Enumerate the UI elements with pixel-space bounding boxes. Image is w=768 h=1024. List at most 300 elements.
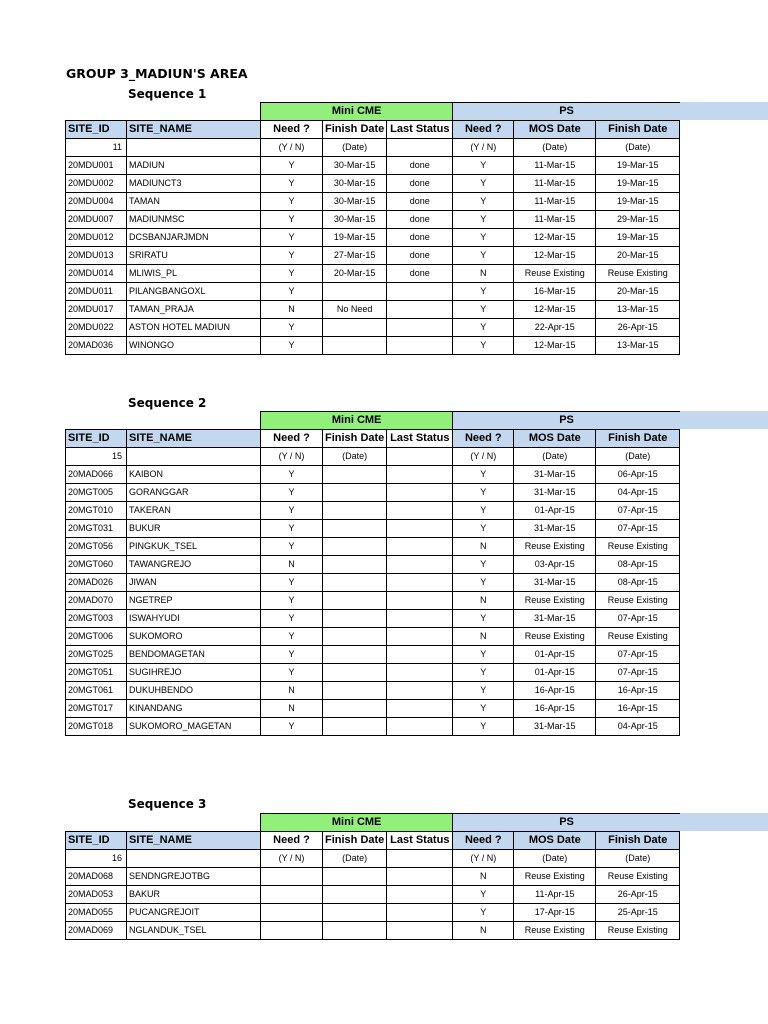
ps-need-cell[interactable]: N [453, 592, 514, 610]
site-name-cell[interactable]: MADIUNMSC [127, 211, 261, 229]
cme-need-cell[interactable] [261, 886, 323, 904]
ps-need-cell[interactable]: Y [453, 283, 514, 301]
ps-need-cell[interactable]: Y [453, 646, 514, 664]
cme-need-cell[interactable]: Y [261, 265, 323, 283]
document-title: GROUP 3_MADIUN'S AREA [66, 66, 248, 81]
ps-finish-date-cell[interactable]: Reuse Existing [596, 922, 680, 940]
last-status-cell[interactable] [387, 700, 453, 718]
site-name-cell[interactable]: TAWANGREJO [127, 556, 261, 574]
last-status-cell[interactable] [387, 664, 453, 682]
mos-date-cell[interactable]: 16-Apr-15 [514, 682, 596, 700]
ps-need-cell[interactable]: N [453, 628, 514, 646]
mos-date-cell[interactable]: 17-Apr-15 [514, 904, 596, 922]
mos-date-cell[interactable]: Reuse Existing [514, 922, 596, 940]
site-id-cell[interactable]: 20MGT061 [66, 682, 127, 700]
last-status-cell[interactable]: done [387, 193, 453, 211]
site-name-cell[interactable]: TAMAN_PRAJA [127, 301, 261, 319]
ps-need-cell[interactable]: Y [453, 556, 514, 574]
site-id-cell[interactable]: 20MGT005 [66, 484, 127, 502]
cme-finish-date-cell[interactable]: 19-Mar-15 [323, 229, 387, 247]
mos-date-cell[interactable]: 03-Apr-15 [514, 556, 596, 574]
site-name-cell[interactable]: PINGKUK_TSEL [127, 538, 261, 556]
site-id-cell[interactable]: 20MAD066 [66, 466, 127, 484]
ps-finish-date-cell[interactable]: 07-Apr-15 [596, 610, 680, 628]
site-id-cell[interactable]: 20MAD026 [66, 574, 127, 592]
last-status-cell[interactable] [387, 520, 453, 538]
mos-date-cell[interactable]: Reuse Existing [514, 538, 596, 556]
site-id-cell[interactable]: 20MDU013 [66, 247, 127, 265]
table-row [66, 466, 680, 484]
cme-finish-date-cell[interactable] [323, 520, 387, 538]
cme-need-cell[interactable]: Y [261, 646, 323, 664]
ps-need-cell[interactable]: Y [453, 664, 514, 682]
last-status-cell[interactable] [387, 319, 453, 337]
blank-cell [66, 103, 261, 121]
last-status-cell[interactable] [387, 592, 453, 610]
cme-finish-date-cell[interactable]: 30-Mar-15 [323, 175, 387, 193]
last-status-cell[interactable] [387, 484, 453, 502]
mos-date-cell[interactable]: 11-Mar-15 [514, 211, 596, 229]
sequence-2-table [65, 411, 680, 736]
ps-need-cell[interactable]: Y [453, 904, 514, 922]
last-status-cell[interactable]: done [387, 157, 453, 175]
ps-need-cell[interactable]: N [453, 922, 514, 940]
sequence-3-table [65, 813, 680, 940]
table-row [66, 301, 680, 319]
site-name-cell[interactable]: ISWAHYUDI [127, 610, 261, 628]
ps-need-cell[interactable]: Y [453, 484, 514, 502]
ps-need-cell[interactable]: Y [453, 466, 514, 484]
site-name-cell[interactable]: BENDOMAGETAN [127, 646, 261, 664]
mos-date-cell[interactable]: 31-Mar-15 [514, 574, 596, 592]
site-name-cell[interactable]: PILANGBANGOXL [127, 283, 261, 301]
site-id-cell[interactable]: 20MDU017 [66, 301, 127, 319]
cme-need-cell[interactable]: Y [261, 283, 323, 301]
cme-need-cell[interactable]: N [261, 556, 323, 574]
site-count: 11 [66, 139, 127, 157]
cme-finish-date-cell[interactable] [323, 319, 387, 337]
last-status-cell[interactable] [387, 283, 453, 301]
ps-finish-date-cell[interactable]: Reuse Existing [596, 628, 680, 646]
ps-need-cell[interactable]: Y [453, 193, 514, 211]
cme-finish-date-cell[interactable] [323, 922, 387, 940]
cme-need-cell[interactable]: Y [261, 319, 323, 337]
table-row [66, 211, 680, 229]
ps-finish-date-cell[interactable]: Reuse Existing [596, 592, 680, 610]
site-name-cell[interactable]: KINANDANG [127, 700, 261, 718]
site-name-cell[interactable]: BAKUR [127, 886, 261, 904]
site-id-cell[interactable]: 20MAD036 [66, 337, 127, 355]
site-name-cell[interactable]: WINONGO [127, 337, 261, 355]
table-row [66, 538, 680, 556]
unit-date: (Date) [323, 139, 387, 157]
last-status-cell[interactable] [387, 610, 453, 628]
ps-finish-date-cell[interactable]: 19-Mar-15 [596, 229, 680, 247]
cme-finish-date-cell[interactable] [323, 886, 387, 904]
ps-need-cell[interactable]: Y [453, 157, 514, 175]
cme-finish-date-cell[interactable]: 27-Mar-15 [323, 247, 387, 265]
site-name-cell[interactable]: SUKOMORO [127, 628, 261, 646]
table-row [66, 229, 680, 247]
cme-need-cell[interactable]: Y [261, 211, 323, 229]
table-row [66, 337, 680, 355]
site-id-cell[interactable]: 20MDU007 [66, 211, 127, 229]
ps-finish-date-cell[interactable]: 19-Mar-15 [596, 175, 680, 193]
last-status-cell[interactable] [387, 682, 453, 700]
unit-date: (Date) [514, 850, 596, 868]
site-name-cell[interactable]: MLIWIS_PL [127, 265, 261, 283]
site-name-cell[interactable]: PUCANGREJOIT [127, 904, 261, 922]
cme-finish-date-cell[interactable] [323, 682, 387, 700]
last-status-cell[interactable] [387, 502, 453, 520]
ps-finish-date-cell[interactable]: 16-Apr-15 [596, 700, 680, 718]
column-header-site-id: SITE_ID [66, 121, 127, 139]
site-id-cell[interactable]: 20MDU001 [66, 157, 127, 175]
site-id-cell[interactable]: 20MGT006 [66, 628, 127, 646]
site-name-cell[interactable]: SUGIHREJO [127, 664, 261, 682]
site-name-cell[interactable]: ASTON HOTEL MADIUN [127, 319, 261, 337]
ps-need-cell[interactable]: Y [453, 175, 514, 193]
cme-finish-date-cell[interactable] [323, 574, 387, 592]
cme-need-cell[interactable]: Y [261, 337, 323, 355]
column-header-cme-need: Need ? [261, 430, 323, 448]
table-row [66, 484, 680, 502]
last-status-cell[interactable]: done [387, 265, 453, 283]
ps-need-cell[interactable]: Y [453, 682, 514, 700]
ps-finish-date-cell[interactable]: 07-Apr-15 [596, 502, 680, 520]
last-status-cell[interactable]: done [387, 229, 453, 247]
column-header-ps-finish-date: Finish Date [596, 430, 680, 448]
mos-date-cell[interactable]: 12-Mar-15 [514, 229, 596, 247]
cme-finish-date-cell[interactable]: No Need [323, 301, 387, 319]
cme-need-cell[interactable] [261, 922, 323, 940]
mos-date-cell[interactable]: 31-Mar-15 [514, 466, 596, 484]
column-header-ps-need: Need ? [453, 121, 514, 139]
sequence-2-title: Sequence 2 [128, 396, 207, 410]
ps-finish-date-cell[interactable]: 26-Apr-15 [596, 886, 680, 904]
table-row [66, 247, 680, 265]
ps-need-cell[interactable]: N [453, 265, 514, 283]
ps-need-cell[interactable]: Y [453, 700, 514, 718]
table-row [66, 904, 680, 922]
ps-finish-date-cell[interactable]: 07-Apr-15 [596, 520, 680, 538]
column-header-cme-finish-date: Finish Date [323, 121, 387, 139]
ps-need-cell[interactable]: Y [453, 247, 514, 265]
site-id-cell[interactable]: 20MDU002 [66, 175, 127, 193]
last-status-cell[interactable] [387, 628, 453, 646]
table-row [66, 175, 680, 193]
cme-finish-date-cell[interactable] [323, 904, 387, 922]
ps-finish-date-cell[interactable]: 25-Apr-15 [596, 904, 680, 922]
ps-finish-date-cell[interactable]: 20-Mar-15 [596, 283, 680, 301]
mos-date-cell[interactable]: 11-Mar-15 [514, 193, 596, 211]
ps-need-cell[interactable]: N [453, 868, 514, 886]
column-header-cme-finish-date: Finish Date [323, 832, 387, 850]
site-name-cell[interactable]: SUKOMORO_MAGETAN [127, 718, 261, 736]
ps-finish-date-cell[interactable]: 08-Apr-15 [596, 574, 680, 592]
ps-need-cell[interactable]: N [453, 538, 514, 556]
cme-need-cell[interactable]: Y [261, 157, 323, 175]
unit-date: (Date) [596, 850, 680, 868]
mos-date-cell[interactable]: 31-Mar-15 [514, 484, 596, 502]
site-name-cell[interactable]: MADIUN [127, 157, 261, 175]
site-name-cell[interactable]: SRIRATU [127, 247, 261, 265]
site-id-cell[interactable]: 20MDU022 [66, 319, 127, 337]
site-id-cell[interactable]: 20MGT031 [66, 520, 127, 538]
ps-finish-date-cell[interactable]: 07-Apr-15 [596, 646, 680, 664]
cme-need-cell[interactable]: Y [261, 520, 323, 538]
cme-need-cell[interactable]: Y [261, 193, 323, 211]
cme-need-cell[interactable]: Y [261, 229, 323, 247]
site-id-cell[interactable]: 20MGT018 [66, 718, 127, 736]
cme-finish-date-cell[interactable] [323, 868, 387, 886]
ps-need-cell[interactable]: Y [453, 502, 514, 520]
cme-finish-date-cell[interactable] [323, 646, 387, 664]
last-status-cell[interactable] [387, 646, 453, 664]
cme-finish-date-cell[interactable] [323, 592, 387, 610]
table-row [66, 592, 680, 610]
cme-need-cell[interactable]: N [261, 301, 323, 319]
ps-finish-date-cell[interactable]: 07-Apr-15 [596, 664, 680, 682]
site-name-cell[interactable]: DUKUHBENDO [127, 682, 261, 700]
last-status-cell[interactable]: done [387, 211, 453, 229]
ps-header-extension [677, 102, 768, 120]
table-row [66, 886, 680, 904]
mos-date-cell[interactable]: 31-Mar-15 [514, 520, 596, 538]
sequence-3-title: Sequence 3 [128, 797, 207, 811]
unit-date: (Date) [596, 448, 680, 466]
site-name-cell[interactable]: GORANGGAR [127, 484, 261, 502]
ps-header-extension [677, 813, 768, 831]
last-status-cell[interactable] [387, 556, 453, 574]
cme-need-cell[interactable]: Y [261, 592, 323, 610]
ps-need-cell[interactable]: Y [453, 211, 514, 229]
cme-finish-date-cell[interactable]: 20-Mar-15 [323, 265, 387, 283]
site-name-cell[interactable]: NGETREP [127, 592, 261, 610]
cme-finish-date-cell[interactable] [323, 610, 387, 628]
cme-finish-date-cell[interactable] [323, 718, 387, 736]
site-id-cell[interactable]: 20MDU014 [66, 265, 127, 283]
mos-date-cell[interactable]: 11-Mar-15 [514, 175, 596, 193]
ps-need-cell[interactable]: Y [453, 886, 514, 904]
column-header-cme-need: Need ? [261, 832, 323, 850]
site-id-cell[interactable]: 20MAD070 [66, 592, 127, 610]
column-header-ps-need: Need ? [453, 430, 514, 448]
ps-need-cell[interactable]: Y [453, 301, 514, 319]
site-id-cell[interactable]: 20MGT056 [66, 538, 127, 556]
ps-finish-date-cell[interactable]: 04-Apr-15 [596, 484, 680, 502]
cme-need-cell[interactable]: Y [261, 247, 323, 265]
site-name-cell[interactable]: BUKUR [127, 520, 261, 538]
mos-date-cell[interactable]: 12-Mar-15 [514, 301, 596, 319]
cme-need-cell[interactable]: Y [261, 610, 323, 628]
ps-need-cell[interactable]: Y [453, 520, 514, 538]
cme-need-cell[interactable]: Y [261, 466, 323, 484]
site-count: 16 [66, 850, 127, 868]
site-id-cell[interactable]: 20MDU004 [66, 193, 127, 211]
last-status-cell[interactable] [387, 922, 453, 940]
cme-need-cell[interactable]: Y [261, 628, 323, 646]
ps-finish-date-cell[interactable]: Reuse Existing [596, 868, 680, 886]
unit-yn: (Y / N) [453, 139, 514, 157]
cme-finish-date-cell[interactable]: 30-Mar-15 [323, 157, 387, 175]
ps-finish-date-cell[interactable]: 19-Mar-15 [596, 193, 680, 211]
ps-header-extension [677, 411, 768, 429]
cme-finish-date-cell[interactable] [323, 283, 387, 301]
unit-yn: (Y / N) [261, 139, 323, 157]
ps-need-cell[interactable]: Y [453, 610, 514, 628]
site-name-cell[interactable]: TAKERAN [127, 502, 261, 520]
ps-finish-date-cell[interactable]: 04-Apr-15 [596, 718, 680, 736]
last-status-cell[interactable] [387, 868, 453, 886]
mos-date-cell[interactable]: 12-Mar-15 [514, 247, 596, 265]
units-row [66, 448, 680, 466]
ps-need-cell[interactable]: Y [453, 718, 514, 736]
site-id-cell[interactable]: 20MGT010 [66, 502, 127, 520]
empty-cell [387, 448, 453, 466]
column-header-last-status: Last Status [387, 430, 453, 448]
site-id-cell[interactable]: 20MAD068 [66, 868, 127, 886]
site-id-cell[interactable]: 20MGT017 [66, 700, 127, 718]
cme-finish-date-cell[interactable] [323, 466, 387, 484]
cme-need-cell[interactable]: Y [261, 538, 323, 556]
cme-finish-date-cell[interactable] [323, 556, 387, 574]
site-id-cell[interactable]: 20MGT051 [66, 664, 127, 682]
cme-need-cell[interactable]: Y [261, 574, 323, 592]
ps-finish-date-cell[interactable]: 29-Mar-15 [596, 211, 680, 229]
site-id-cell[interactable]: 20MAD053 [66, 886, 127, 904]
ps-finish-date-cell[interactable]: 13-Mar-15 [596, 301, 680, 319]
mos-date-cell[interactable]: 31-Mar-15 [514, 718, 596, 736]
site-id-cell[interactable]: 20MDU012 [66, 229, 127, 247]
cme-finish-date-cell[interactable] [323, 484, 387, 502]
empty-cell [387, 139, 453, 157]
mos-date-cell[interactable]: Reuse Existing [514, 265, 596, 283]
cme-need-cell[interactable]: Y [261, 484, 323, 502]
last-status-cell[interactable]: done [387, 175, 453, 193]
site-name-cell[interactable]: MADIUNCT3 [127, 175, 261, 193]
mos-date-cell[interactable]: 16-Apr-15 [514, 700, 596, 718]
cme-finish-date-cell[interactable] [323, 538, 387, 556]
cme-need-cell[interactable]: Y [261, 664, 323, 682]
site-id-cell[interactable]: 20MAD069 [66, 922, 127, 940]
empty-cell [127, 850, 261, 868]
site-name-cell[interactable]: NGLANDUK_TSEL [127, 922, 261, 940]
site-name-cell[interactable]: KAIBON [127, 466, 261, 484]
mos-date-cell[interactable]: 01-Apr-15 [514, 502, 596, 520]
cme-finish-date-cell[interactable]: 30-Mar-15 [323, 193, 387, 211]
ps-need-cell[interactable]: Y [453, 574, 514, 592]
mos-date-cell[interactable]: 11-Apr-15 [514, 886, 596, 904]
ps-need-cell[interactable]: Y [453, 319, 514, 337]
column-header-last-status: Last Status [387, 121, 453, 139]
mini-cme-group-header: Mini CME [261, 412, 453, 430]
ps-need-cell[interactable]: Y [453, 337, 514, 355]
site-name-cell[interactable]: JIWAN [127, 574, 261, 592]
cme-finish-date-cell[interactable] [323, 502, 387, 520]
mos-date-cell[interactable]: 22-Apr-15 [514, 319, 596, 337]
site-id-cell[interactable]: 20MGT003 [66, 610, 127, 628]
cme-need-cell[interactable] [261, 904, 323, 922]
table-row [66, 502, 680, 520]
site-id-cell[interactable]: 20MGT060 [66, 556, 127, 574]
cme-need-cell[interactable]: Y [261, 175, 323, 193]
site-name-cell[interactable]: TAMAN [127, 193, 261, 211]
cme-finish-date-cell[interactable] [323, 664, 387, 682]
last-status-cell[interactable] [387, 904, 453, 922]
mos-date-cell[interactable]: 12-Mar-15 [514, 337, 596, 355]
last-status-cell[interactable] [387, 886, 453, 904]
mos-date-cell[interactable]: 31-Mar-15 [514, 610, 596, 628]
last-status-cell[interactable] [387, 337, 453, 355]
last-status-cell[interactable] [387, 718, 453, 736]
group-header-row [66, 814, 680, 832]
cme-need-cell[interactable]: Y [261, 502, 323, 520]
ps-need-cell[interactable]: Y [453, 229, 514, 247]
last-status-cell[interactable] [387, 301, 453, 319]
last-status-cell[interactable]: done [387, 247, 453, 265]
site-id-cell[interactable]: 20MAD055 [66, 904, 127, 922]
last-status-cell[interactable] [387, 466, 453, 484]
mos-date-cell[interactable]: Reuse Existing [514, 868, 596, 886]
ps-finish-date-cell[interactable]: 13-Mar-15 [596, 337, 680, 355]
ps-finish-date-cell[interactable]: 20-Mar-15 [596, 247, 680, 265]
table-row [66, 922, 680, 940]
last-status-cell[interactable] [387, 538, 453, 556]
ps-finish-date-cell[interactable]: Reuse Existing [596, 265, 680, 283]
cme-finish-date-cell[interactable] [323, 628, 387, 646]
group-header-row [66, 412, 680, 430]
mos-date-cell[interactable]: 11-Mar-15 [514, 157, 596, 175]
ps-finish-date-cell[interactable]: 08-Apr-15 [596, 556, 680, 574]
site-id-cell[interactable]: 20MGT025 [66, 646, 127, 664]
sequence-1-title: Sequence 1 [128, 87, 207, 101]
site-count: 15 [66, 448, 127, 466]
ps-finish-date-cell[interactable]: 19-Mar-15 [596, 157, 680, 175]
mos-date-cell[interactable]: 01-Apr-15 [514, 664, 596, 682]
cme-need-cell[interactable]: N [261, 682, 323, 700]
mos-date-cell[interactable]: Reuse Existing [514, 592, 596, 610]
unit-yn: (Y / N) [261, 850, 323, 868]
cme-finish-date-cell[interactable]: 30-Mar-15 [323, 211, 387, 229]
site-id-cell[interactable]: 20MDU011 [66, 283, 127, 301]
column-header-ps-finish-date: Finish Date [596, 121, 680, 139]
mini-cme-group-header: Mini CME [261, 814, 453, 832]
cme-finish-date-cell[interactable] [323, 700, 387, 718]
site-name-cell[interactable]: DCSBANJARJMDN [127, 229, 261, 247]
column-header-row [66, 430, 680, 448]
site-name-cell[interactable]: SENDNGREJOTBG [127, 868, 261, 886]
unit-yn: (Y / N) [453, 448, 514, 466]
cme-need-cell[interactable]: Y [261, 718, 323, 736]
ps-group-header: PS [453, 103, 680, 121]
cme-need-cell[interactable] [261, 868, 323, 886]
ps-finish-date-cell[interactable]: Reuse Existing [596, 538, 680, 556]
ps-finish-date-cell[interactable]: 16-Apr-15 [596, 682, 680, 700]
mos-date-cell[interactable]: 01-Apr-15 [514, 646, 596, 664]
ps-finish-date-cell[interactable]: 26-Apr-15 [596, 319, 680, 337]
cme-need-cell[interactable]: N [261, 700, 323, 718]
mos-date-cell[interactable]: Reuse Existing [514, 628, 596, 646]
mos-date-cell[interactable]: 16-Mar-15 [514, 283, 596, 301]
table-row [66, 574, 680, 592]
blank-cell [66, 814, 261, 832]
cme-finish-date-cell[interactable] [323, 337, 387, 355]
last-status-cell[interactable] [387, 574, 453, 592]
table-row [66, 157, 680, 175]
ps-finish-date-cell[interactable]: 06-Apr-15 [596, 466, 680, 484]
group-header-row [66, 103, 680, 121]
